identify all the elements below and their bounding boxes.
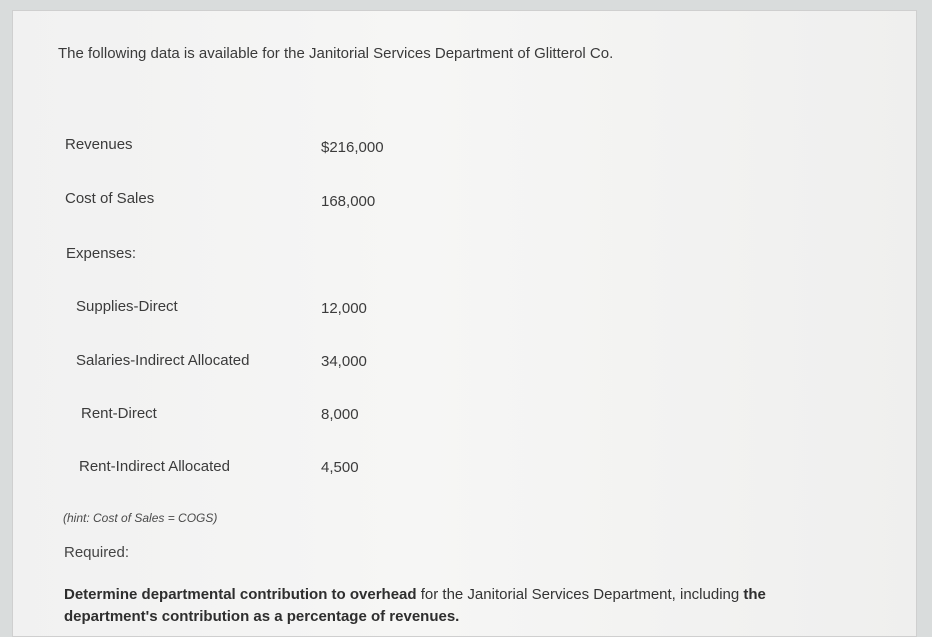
row-label-rent-direct: Rent-Direct [81,405,157,422]
row-value-revenues: $216,000 [321,139,384,156]
row-label-salaries-indirect: Salaries-Indirect Allocated [76,352,250,369]
intro-text: The following data is available for the Janitorial Services Department of Glitterol Co. [58,45,614,62]
required-label: Required: [64,544,130,561]
row-value-salaries-indirect: 34,000 [321,353,367,370]
row-value-supplies-direct: 12,000 [321,300,367,317]
question-bold-part1: Determine departmental contribution to overhead [64,586,417,603]
question-bold-part3: the department's contribution as a percentage of revenues. [64,586,766,625]
row-label-cost-of-sales: Cost of Sales [65,190,155,207]
row-value-cost-of-sales: 168,000 [321,193,376,210]
question-text [64,584,854,628]
row-label-rent-indirect: Rent-Indirect Allocated [79,458,230,475]
question-part2: for the Janitorial Services Department, including [416,586,744,603]
row-label-expenses-header: Expenses: [66,245,137,262]
hint-note: (hint: Cost of Sales = COGS) [63,511,218,525]
row-value-rent-indirect: 4,500 [321,459,359,476]
row-value-rent-direct: 8,000 [321,406,359,423]
row-label-revenues: Revenues [65,136,133,153]
row-label-supplies-direct: Supplies-Direct [76,298,178,315]
document-page [12,10,917,637]
